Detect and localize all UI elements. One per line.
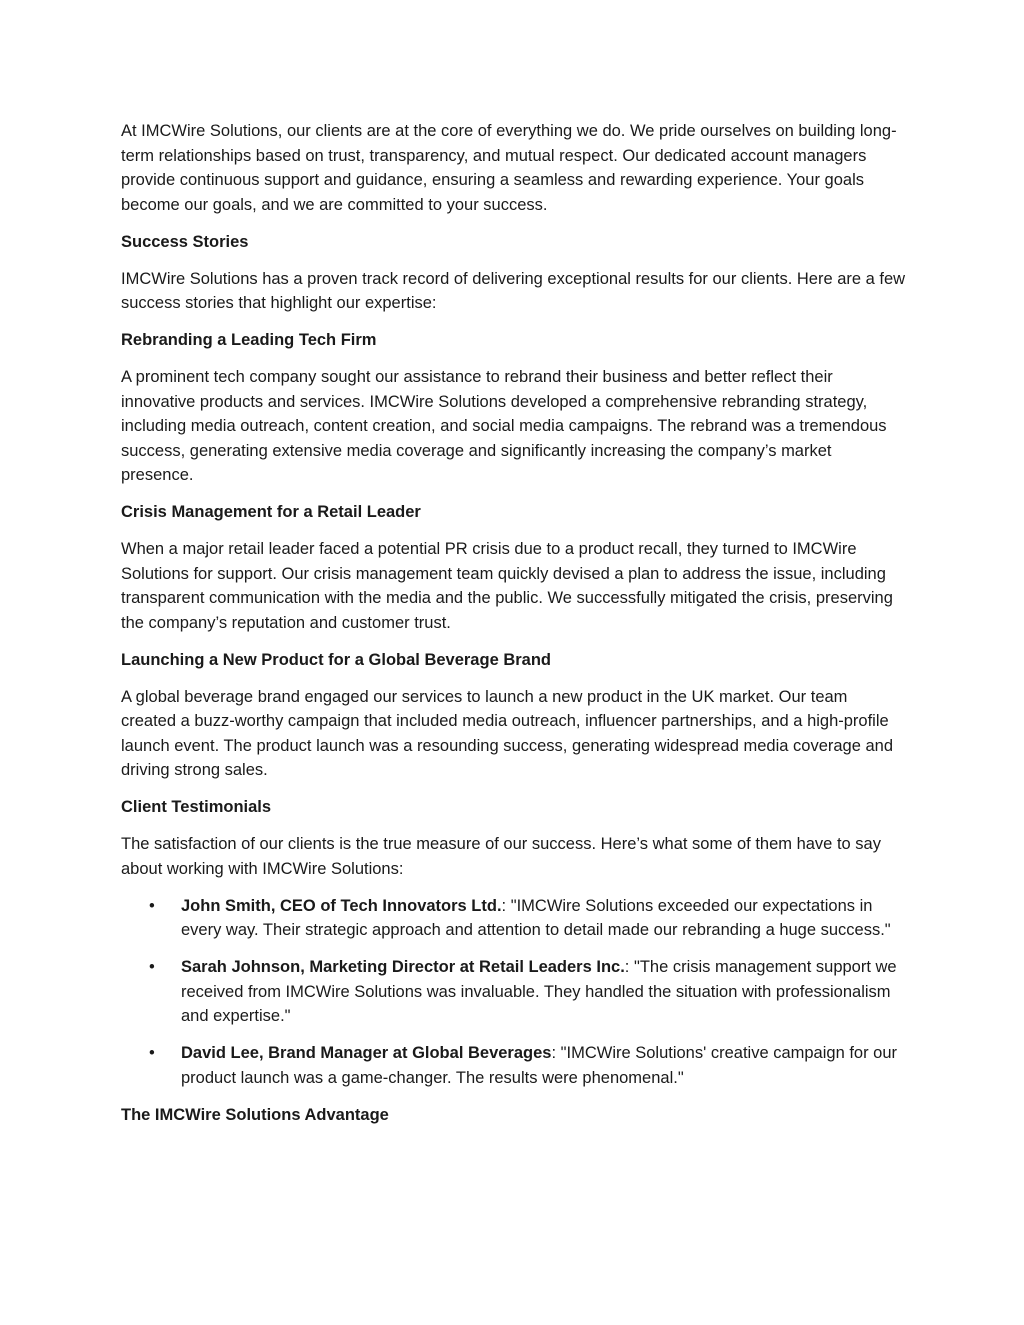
story-heading-crisis: Crisis Management for a Retail Leader bbox=[121, 503, 421, 521]
testimonial-quote: : "IMCWire Solutions' creative campaign for our product launch was a game-changer. The results were phenomenal." bbox=[181, 1044, 898, 1087]
advantage-heading: The IMCWire Solutions Advantage bbox=[121, 1105, 389, 1124]
testimonial-author: John Smith, CEO of Tech Innovators Ltd. bbox=[181, 896, 502, 915]
testimonials-heading: Client Testimonials bbox=[121, 798, 272, 816]
bullet-icon: • bbox=[149, 958, 155, 976]
story-heading-rebranding: Rebranding a Leading Tech Firm bbox=[121, 331, 377, 349]
testimonial-author: David Lee, Brand Manager at Global Beverages bbox=[181, 1044, 552, 1062]
testimonials-intro: The satisfaction of our clients is the true measure of our success. Here’s what some of them have to say about working with IMCWire Solutions: bbox=[121, 835, 881, 878]
testimonial-author: Sarah Johnson, Marketing Director at Retail Leaders Inc. bbox=[181, 958, 625, 976]
intro-paragraph: At IMCWire Solutions, our clients are at the core of everything we do. We pride ourselves on building long-term relationships based on trust, transparency, and mutual respect. Our dedicated account managers provide continuous support and guidance, ensuring a seamless and rewarding experience. Your goals become our goals, and we are committed to your success. bbox=[121, 122, 897, 214]
document-page bbox=[121, 119, 907, 1140]
testimonials-list bbox=[121, 894, 907, 1091]
story-body-crisis: When a major retail leader faced a potential PR crisis due to a product recall, they turned to IMCWire Solutions for support. Our crisis management team quickly devised a plan to address the issue, including transparent communication with the media and the public. We successfully mitigated the crisis, preserving the company’s reputation and customer trust. bbox=[121, 540, 893, 632]
list-item bbox=[121, 894, 907, 943]
story-heading-launch: Launching a New Product for a Global Beverage Brand bbox=[121, 650, 551, 669]
testimonial-quote: : "The crisis management support we received from IMCWire Solutions was invaluable. They handled the situation with professionalism and expertise." bbox=[181, 958, 897, 1025]
success-stories-intro: IMCWire Solutions has a proven track record of delivering exceptional results for our clients. Here are a few success stories that highlight our expertise: bbox=[121, 269, 906, 312]
list-item bbox=[121, 1041, 907, 1090]
story-body-launch: A global beverage brand engaged our services to launch a new product in the UK market. Our team created a buzz-worthy campaign that included media outreach, influencer partnerships, and a high-profile launch event. The product launch was a resounding success, generating widespread media coverage and driving strong sales. bbox=[121, 687, 894, 779]
story-body-rebranding: A prominent tech company sought our assistance to rebrand their business and better reflect their innovative products and services. IMCWire Solutions developed a comprehensive rebranding strategy, including media outreach, content creation, and social media campaigns. The rebrand was a tremendous success, generating extensive media coverage and significantly increasing the company’s market presence. bbox=[121, 368, 887, 484]
list-item bbox=[121, 955, 907, 1029]
success-stories-heading: Success Stories bbox=[121, 232, 249, 251]
bullet-icon: • bbox=[149, 896, 155, 915]
bullet-icon: • bbox=[149, 1044, 155, 1062]
testimonial-quote: : "IMCWire Solutions exceeded our expectations in every way. Their strategic approach and attention to detail made our rebranding a huge success." bbox=[181, 896, 891, 939]
